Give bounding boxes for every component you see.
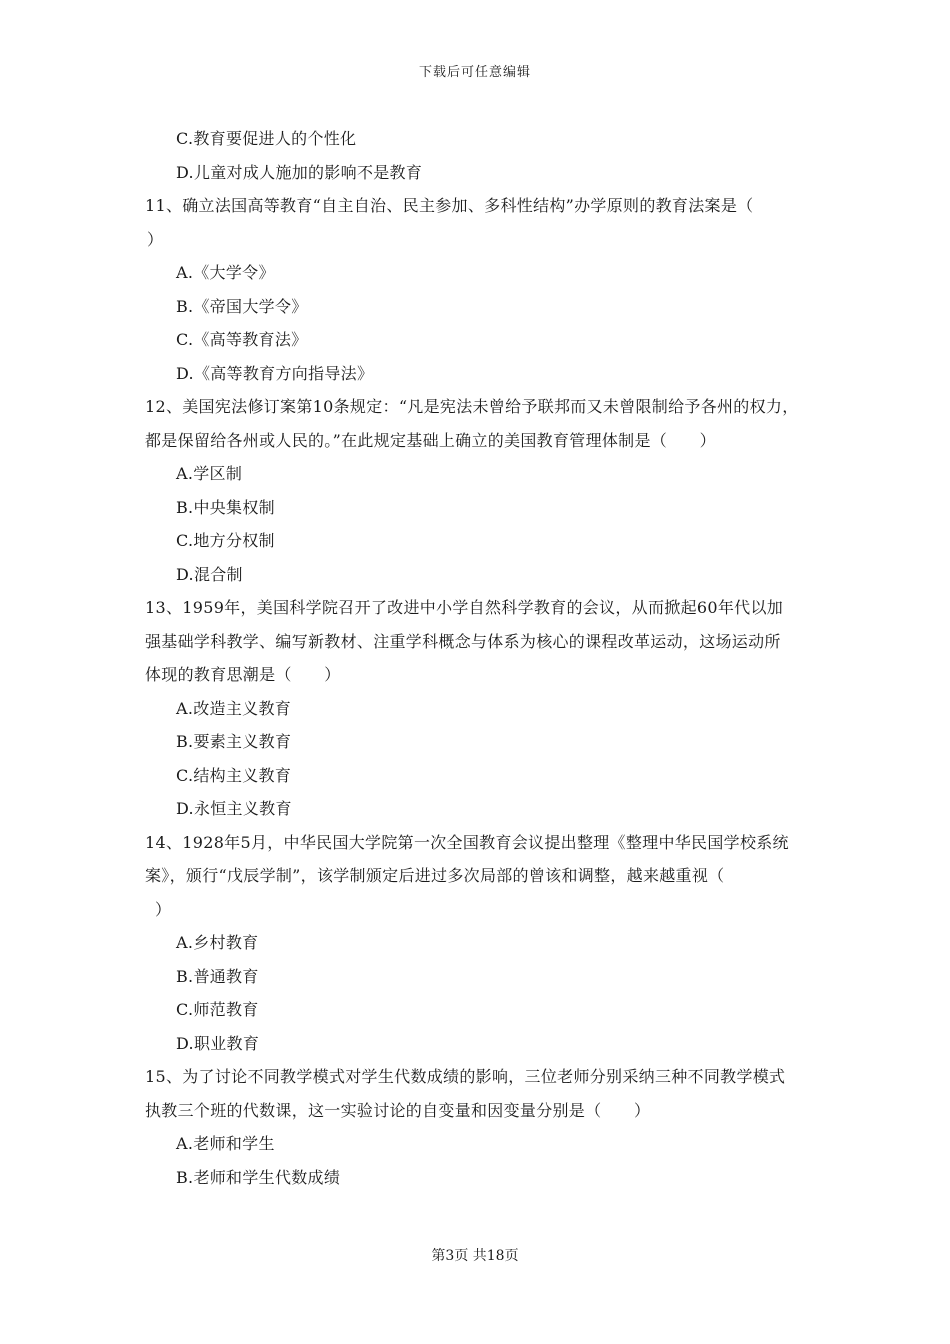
option-c: C.结构主义教育 <box>176 765 292 785</box>
carryover-options <box>145 122 810 189</box>
option-b: B.老师和学生代数成绩 <box>176 1167 341 1187</box>
option-b: B.普通教育 <box>176 966 259 986</box>
question-stem-line: 13、1959年，美国科学院召开了改进中小学自然科学教育的会议，从而掀起60年代以加 <box>145 598 784 617</box>
option-a: A.乡村教育 <box>176 933 259 952</box>
question-stem-line: 12、美国宪法修订案第10条规定：“凡是宪法未曾给予联邦而又未曾限制给予各州的权力， <box>145 397 799 416</box>
option-c: C.师范教育 <box>176 1000 259 1019</box>
question-14 <box>145 826 810 1061</box>
page-header: 下载后可任意编辑 <box>418 65 531 80</box>
option-d: D.职业教育 <box>176 1033 260 1053</box>
question-stem-line: 案》，颁行“戊辰学制”，该学制颁定后进过多次局部的曾该和调整，越来越重视（ <box>145 866 725 885</box>
page-number: 第3页 共18页 <box>431 1248 519 1264</box>
option-b: B.要素主义教育 <box>176 732 292 751</box>
option-item: D.儿童对成人施加的影响不是教育 <box>176 162 423 182</box>
option-a: A.学区制 <box>176 464 243 483</box>
option-c: C.地方分权制 <box>176 531 275 550</box>
option-b: B.中央集权制 <box>176 497 275 517</box>
question-stem-line: 体现的教育思潮是（ ） <box>145 665 341 684</box>
option-d: D.《高等教育方向指导法》 <box>176 363 374 383</box>
question-13 <box>145 591 810 826</box>
question-stem-line: 强基础学科教学、编写新教材、注重学科概念与体系为核心的课程改革运动，这场运动所 <box>145 631 781 651</box>
option-d: D.混合制 <box>176 564 243 584</box>
question-stem-line: 15、为了讨论不同教学模式对学生代数成绩的影响，三位老师分别采纳三种不同教学模式 <box>145 1067 786 1086</box>
option-b: B.《帝国大学令》 <box>176 296 308 316</box>
option-d: D.永恒主义教育 <box>176 799 292 818</box>
document-body <box>145 122 810 1194</box>
option-c: C.《高等教育法》 <box>176 330 308 349</box>
option-a: A.老师和学生 <box>176 1134 275 1153</box>
option-item: C.教育要促进人的个性化 <box>176 129 357 148</box>
question-15 <box>145 1060 810 1194</box>
question-12 <box>145 390 810 591</box>
question-stem-line: 11、确立法国高等教育“自主自治、民主参加、多科性结构”办学原则的教育法案是（ <box>145 196 754 215</box>
question-11 <box>145 189 810 390</box>
option-a: A.《大学令》 <box>176 263 275 282</box>
question-stem-line: 执教三个班的代数课，这一实验讨论的自变量和因变量分别是（ ） <box>145 1100 651 1120</box>
question-stem-line: ） <box>155 899 172 919</box>
question-stem-line: 14、1928年5月，中华民国大学院第一次全国教育会议提出整理《整理中华民国学校系统 <box>145 832 789 852</box>
option-a: A.改造主义教育 <box>176 698 292 718</box>
question-stem-line: 都是保留给各州或人民的。”在此规定基础上确立的美国教育管理体制是（ ） <box>145 430 716 450</box>
question-stem-line: ） <box>147 229 164 249</box>
